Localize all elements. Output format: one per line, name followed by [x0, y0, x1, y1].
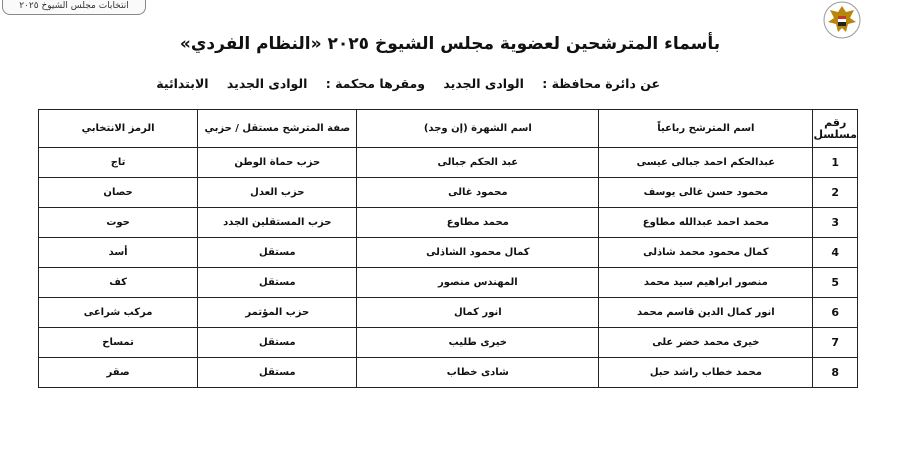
district-label: عن دائرة محافظة :: [542, 76, 660, 91]
row-number: 3: [813, 208, 858, 238]
row-number: 4: [813, 238, 858, 268]
electoral-symbol: حصان: [39, 178, 198, 208]
table-row: [39, 268, 858, 298]
candidate-name: محمد احمد عبدالله مطاوع: [599, 208, 813, 238]
electoral-symbol: كف: [39, 268, 198, 298]
electoral-symbol: صقر: [39, 358, 198, 388]
candidate-fame: انور كمال: [357, 298, 599, 328]
candidate-fame: المهندس منصور: [357, 268, 599, 298]
court-type: الابتدائية: [156, 76, 209, 91]
row-number: 1: [813, 148, 858, 178]
electoral-symbol: أسد: [39, 238, 198, 268]
row-number: 6: [813, 298, 858, 328]
table-row: [39, 328, 858, 358]
candidate-type: حزب المستقلين الجدد: [198, 208, 357, 238]
table-row: [39, 178, 858, 208]
row-number: 7: [813, 328, 858, 358]
badge-label: انتخابات مجلس الشيوخ ٢٠٢٥: [19, 1, 129, 11]
table-row: [39, 148, 858, 178]
header-fame: اسم الشهرة (إن وجد): [357, 110, 599, 148]
election-badge: [2, 0, 146, 15]
page-title: بأسماء المترشحين لعضوية مجلس الشيوخ ٢٠٢٥ «النظام الفردي»: [179, 34, 721, 54]
candidate-name: محمود حسن غالى يوسف: [599, 178, 813, 208]
candidate-type: حزب المؤتمر: [198, 298, 357, 328]
candidate-fame: محمد مطاوع: [357, 208, 599, 238]
candidate-type: حزب العدل: [198, 178, 357, 208]
candidate-fame: شادى خطاب: [357, 358, 599, 388]
candidate-name: عبدالحكم احمد جبالى عيسى: [599, 148, 813, 178]
district-value: الوادى الجديد: [443, 76, 524, 91]
candidate-fame: محمود غالى: [357, 178, 599, 208]
candidate-type: مستقل: [198, 328, 357, 358]
candidate-type: مستقل: [198, 268, 357, 298]
row-number: 5: [813, 268, 858, 298]
table-header-row: [39, 110, 858, 148]
header-name: اسم المترشح رباعياً: [599, 110, 813, 148]
header-type: صفة المترشح مستقل / حزبي: [198, 110, 357, 148]
table-row: [39, 298, 858, 328]
table-row: [39, 358, 858, 388]
candidate-name: خيرى محمد خضر على: [599, 328, 813, 358]
electoral-symbol: تمساح: [39, 328, 198, 358]
electoral-symbol: حوت: [39, 208, 198, 238]
header-symbol: الرمز الانتخابي: [39, 110, 198, 148]
candidate-name: محمد خطاب راشد حبل: [599, 358, 813, 388]
candidate-name: انور كمال الدين قاسم محمد: [599, 298, 813, 328]
candidate-name: كمال محمود محمد شاذلى: [599, 238, 813, 268]
row-number: 2: [813, 178, 858, 208]
candidate-fame: كمال محمود الشاذلى: [357, 238, 599, 268]
electoral-symbol: تاج: [39, 148, 198, 178]
district-info: [0, 76, 660, 91]
candidate-type: مستقل: [198, 358, 357, 388]
table-row: [39, 208, 858, 238]
candidate-fame: عبد الحكم جبالى: [357, 148, 599, 178]
candidate-fame: خيرى طليب: [357, 328, 599, 358]
candidate-name: منصور ابراهيم سيد محمد: [599, 268, 813, 298]
court-label: ومقرها محكمة :: [325, 76, 426, 91]
electoral-symbol: مركب شراعى: [39, 298, 198, 328]
header-num: رقم مسلسل: [813, 110, 858, 148]
row-number: 8: [813, 358, 858, 388]
candidates-table: [38, 109, 858, 388]
candidate-type: مستقل: [198, 238, 357, 268]
table-row: [39, 238, 858, 268]
court-value: الوادى الجديد: [226, 76, 308, 91]
candidate-type: حزب حماة الوطن: [198, 148, 357, 178]
